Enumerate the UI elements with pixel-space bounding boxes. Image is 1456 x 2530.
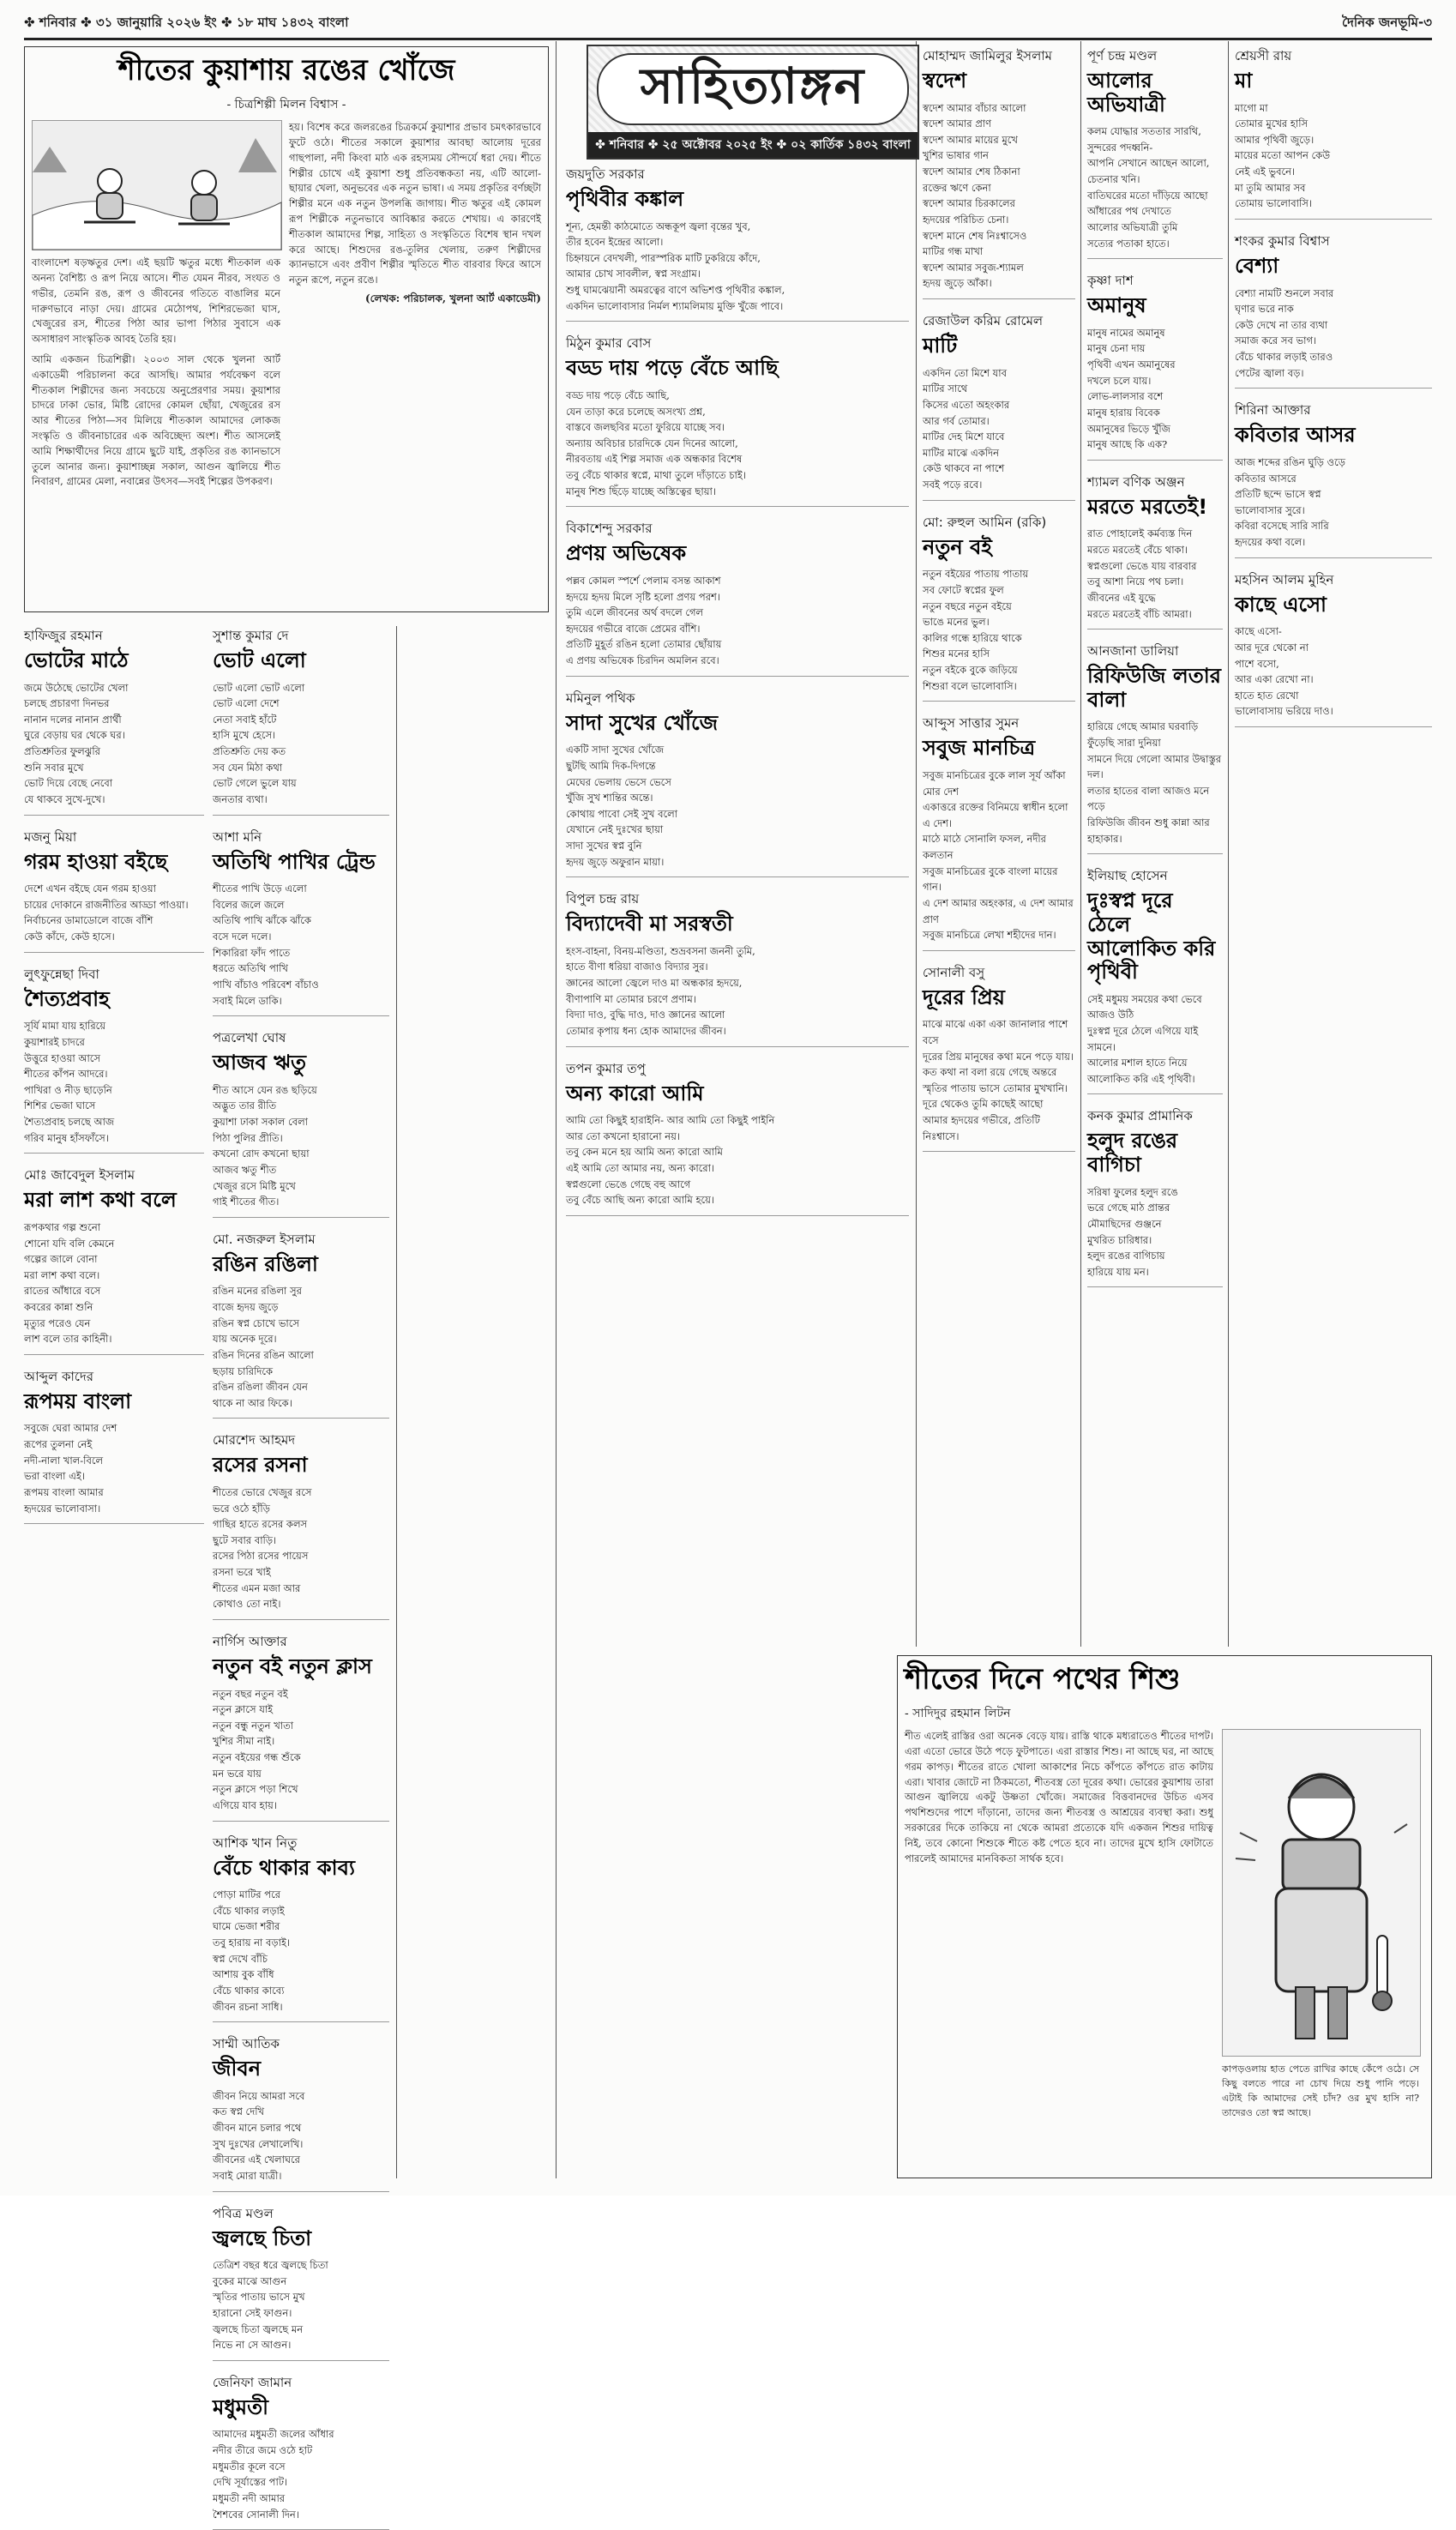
- poem-block: [213, 1431, 389, 1620]
- poem-block: [1087, 1106, 1223, 1287]
- poem-block: [213, 1632, 389, 1822]
- poem-author: শিরিনা আক্তার: [1235, 402, 1311, 419]
- poem-author: শংকর কুমার বিশ্বাস: [1235, 232, 1330, 249]
- poem-title: ভোটের মাঠে: [24, 648, 129, 672]
- poem-author: তপন কুমার তপু: [566, 1060, 646, 1076]
- poem-block: [213, 626, 389, 816]
- column-rule: [1080, 41, 1081, 1647]
- poem-title: দুঃস্বপ্ন দূরে ঠেলে আলোকিত করি পৃথিবী: [1087, 889, 1216, 985]
- poem-title: জীবন: [213, 2057, 262, 2081]
- poem-title: স্বদেশ: [923, 69, 967, 93]
- poem-title: প্রণয় অভিষেক: [566, 541, 687, 566]
- poem-author: মিঠুন কুমার বোস: [566, 335, 652, 352]
- column-4: [923, 46, 1075, 1641]
- street-child-article: [897, 1655, 1432, 2178]
- poem-author: মজনু মিয়া: [24, 828, 77, 845]
- poem-text: জমে উঠেছে ভোটের খেলা চলছে প্রচারণা দিনভর নানান দলের নানান প্রার্থী ঘুরে বেড়ায় ঘর থেকে ঘর। প্রতিশ্রুতির ফুলঝুরি শুনি সবার মুখে ভোট দিয়ে বেছে নেবো যে থাকবে সুখে-দুখে।: [24, 681, 129, 805]
- poem-block: [1235, 570, 1432, 727]
- poem-author: শ্যামল বণিক অঞ্জন: [1087, 473, 1185, 490]
- poem-author: আব্দুল কাদের: [24, 1368, 93, 1384]
- poem-author: লুৎফুন্নেছা দিবা: [24, 966, 99, 982]
- poem-text: শীতের ভোরে খেজুর রসে ভরে ওঠে হাঁড়ি গাছির হাতে রসের কলস ছুটে সবার বাড়ি। রসের পিঠা রসের পায়েস রসনা ভরে খাই শীতের এমন মজা আর কোথাও তো নাই।: [213, 1485, 312, 1611]
- poem-title: আলোর অভিযাত্রী: [1087, 69, 1165, 117]
- poem-text: শীত আসে যেন রঙ ছড়িয়ে অদ্ভুত তার রীতি কুয়াশা ঢাকা সকাল বেলা পিঠা পুলির প্রীতি। কখনো রোদ কখনো ছায়া আজব ঋতু শীত খেজুর রসে মিষ্টি মুখে গাই শীতের গীত।: [213, 1083, 317, 1208]
- poem-text: সবুজ মানচিত্রের বুকে লাল সূর্য আঁকা মোর দেশ একাত্তরে রক্তের বিনিময়ে স্বাধীন হলো এ দেশ। মাঠে মাঠে সোনালি ফসল, নদীর কলতান সবুজ মানচিত্রের বুকে বাংলা মায়ের গান। এ দেশ আমার অহংকার, এ দেশ আমার প্রাণ সবুজ মানচিত্রে লেখা শহীদের দান।: [923, 768, 1074, 942]
- poem-author: আশা মনি: [213, 828, 262, 845]
- poem-block: [923, 963, 1075, 1153]
- poem-text: একদিন তো মিশে যাব মাটির সাথে কিসের এতো অহংকার আর গর্ব তোমার। মাটির দেহ মিশে যাবে মাটির মাঝে একদিন কেউ থাকবে না পাশে সবই পড়ে রবে।: [923, 366, 1010, 491]
- poem-author: মোরশেদ আহমদ: [213, 1432, 296, 1449]
- poem-text: আমি তো কিছুই হারাইনি- আর আমি তো কিছুই পাইনি আর তো কখনো হারানো নয়। তবু কেন মনে হয় আমি অন্য কারো আমি এই আমি তো আমার নয়, অন্য কারো। স্বপ্নগুলো ভেঙে গেছে বহু আগে তবু বেঁচে আছি অন্য কারো আমি হয়ে।: [566, 1114, 775, 1207]
- feature-title: শীতের কুয়াশায় রঙের খোঁজে: [117, 53, 455, 87]
- column-3: [566, 165, 909, 2172]
- poem-title: মাটি: [923, 334, 958, 358]
- poem-title: বিদ্যাদেবী মা সরস্বতী: [566, 912, 733, 937]
- poem-author: পূর্ণ চন্দ্র মণ্ডল: [1087, 48, 1158, 63]
- poem-author: জেনিফা জামান: [213, 2374, 292, 2390]
- column-rule: [916, 41, 917, 1647]
- poem-block: [566, 519, 909, 676]
- poem-block: [213, 1028, 389, 1218]
- poem-text: মাঝে মাঝে একা একা জানালার পাশে বসে দূরের প্রিয় মানুষের কথা মনে পড়ে যায়। কত কথা না বলা রয়ে গেছে অন্তরে স্মৃতির পাতায় ভাসে তোমার মুখখানি। দূরে থেকেও তুমি কাছেই আছো আমার হৃদয়ের গভীরে, প্রতিটি নিঃশ্বাসে।: [923, 1018, 1074, 1142]
- poem-author: মোঃ জাবেদুল ইসলাম: [24, 1167, 135, 1184]
- poem-author: ইলিয়াছ হোসেন: [1087, 868, 1168, 884]
- poem-text: শূন্য, হেমন্তী কাঠমোতে অন্ধকূপ জ্বলা বৃন্তের খুব, তীর হবেন ইন্দ্রের আলো। চিহ্নায়নে বেদখলী, পারস্পরিক মাটি ঢুকরিয়ে কাঁদে, আমার চোখ সাবলীল, স্বপ্ন সংগ্রাম। শুধু ঘামঝেয়ানী অমরত্বের বাণে অভিশপ্ত পৃথিবীর কঙ্কাল, একদিন ভালোবাসার নির্মল শ্যামলিমায় মুক্তি খুঁজে পাবে।: [566, 220, 785, 312]
- poem-block: [24, 1166, 204, 1355]
- poem-author: মো: রুহুল আমিন (রকি): [923, 514, 1047, 530]
- poem-title: নতুন বই নতুন ক্লাস: [213, 1654, 372, 1678]
- poem-block: [1235, 232, 1432, 389]
- poem-block: [213, 1834, 389, 2023]
- child-article-byline: - সাদিদুর রহমান লিটন: [905, 1707, 1011, 1721]
- poem-title: অতিথি পাখির ট্রেন্ড: [213, 849, 376, 874]
- poem-title: সবুজ মানচিত্র: [923, 736, 1036, 761]
- poem-block: [566, 889, 909, 1046]
- poem-author: জয়দুতি সরকার: [566, 166, 645, 182]
- header-date: ✤ শনিবার ✤ ৩১ জানুয়ারি ২০২৬ ইং ✤ ১৮ মাঘ ১৪৩২ বাংলা: [24, 14, 349, 30]
- poem-title: কবিতার আসর: [1235, 423, 1356, 448]
- poem-block: [213, 1230, 389, 1419]
- poem-text: ভোট এলো ভোট এলো ভোট এলো দেশে নেতা সবাই হাঁটে হাসি মুখে হেসে। প্রতিশ্রুতি দেয় কত সব যেন মিঠা কথা ভোট গেলে ভুলে যায় জনতার ব্যথা।: [213, 681, 305, 805]
- poem-text: নতুন বইয়ের পাতায় পাতায় সব ফোটে স্বপ্নের ফুল নতুন বছরে নতুন বইয়ে ভাঙে মনের ভুল। কালির গন্ধে হারিয়ে থাকে শিশুর মনের হাসি নতুন বইকে বুকে জড়িয়ে শিশুরা বলে ভালোবাসি।: [923, 568, 1029, 692]
- feature-body: আমি একজন চিত্রশিল্পী। ২০০৩ সাল থেকে খুলনা আর্ট একাডেমী পরিচালনা করে আসছি। আমার পর্যবেক্ষণ বলে শীতকাল শিল্পীদের জন্য সবচেয়ে অনুপ্রেরণার সময়। কুয়াশার চাদরে ঢাকা ভোর, মিষ্টি রোদের কোমল ছোঁয়া, খেজুরের রস আর শীতের পিঠা—সব মিলিয়ে শীতকাল আমাদের লোকজ সংস্কৃতি ও জীবনাচারের এক অবিচ্ছেদ্য অংশ। শীত আসলেই আমি শিক্ষার্থীদের নিয়ে গ্রামে ছুটে যাই, প্রকৃতির রঙ ক্যানভাসে তুলে আনার জন্য। কুয়াশাচ্ছন্ন সকাল, আগুন জ্বালিয়ে শীত নিবারণ, গ্রামের মেলা, নবান্নের উৎসব—সবই শিল্পের উপকরণ।: [32, 352, 280, 488]
- poem-title: রঙিন রঙিলা: [213, 1251, 318, 1276]
- poem-block: [1087, 46, 1223, 259]
- feature-byline: - চিত্রশিল্পী মিলন বিশ্বাস -: [226, 98, 346, 112]
- poem-text: বেশ্যা নামটি শুনলে সবার ঘৃণার ভরে নাক কেউ দেখে না তার ব্যথা সমাজ করে সব ভাগ। বেঁচে থাকার লড়াই তারও পেটের জ্বালা বড়।: [1235, 286, 1334, 379]
- column-5: [1087, 46, 1223, 1641]
- poem-text: সূর্যি মামা যায় হারিয়ে কুয়াশারই চাদরে উত্তুরে হাওয়া আসে শীতের কাঁপন আদরে। পাখিরা ও নীড় ছাড়েনি শিশির ভেজা ঘাসে শৈত্যপ্রবাহ চলছে আজ গরিব মানুষ হাঁসফাঁসে।: [24, 1020, 115, 1144]
- poem-block: [24, 828, 204, 953]
- column-rule: [396, 626, 397, 2178]
- poem-title: বড্ড দায় পড়ে বেঁচে আছি: [566, 356, 779, 381]
- poem-author: মো. নজরুল ইসলাম: [213, 1231, 316, 1247]
- poem-author: কৃষ্ণা দাশ: [1087, 273, 1134, 289]
- section-masthead: [587, 45, 919, 160]
- poem-block: [213, 2373, 389, 2530]
- poem-title: নতুন বই: [923, 534, 992, 559]
- poem-block: [566, 689, 909, 878]
- poem-title: জ্বলছে চিতা: [213, 2226, 312, 2250]
- poem-title: অমানুষ: [1087, 293, 1146, 318]
- poem-block: [1087, 866, 1223, 1094]
- poem-block: [213, 828, 389, 1017]
- poem-title: মরা লাশ কথা বলে: [24, 1188, 177, 1213]
- poem-block: [213, 2204, 389, 2361]
- poem-block: [24, 626, 204, 816]
- section-dateline: ✤ শনিবার ✤ ২৫ অক্টোবর ২০২৫ ইং ✤ ০২ কার্তিক ১৪৩২ বাংলা: [588, 132, 918, 158]
- poem-text: জীবন নিয়ে আমরা সবে কত স্বপ্ন দেখি জীবন মানে চলার পথে সুখ দুঃখের লেখালেখি। জীবনের এই খেলাঘরে সবাই মোরা যাত্রী।: [213, 2089, 305, 2182]
- poem-title: ভোট এলো: [213, 648, 306, 672]
- poem-title: পৃথিবীর কঙ্কাল: [566, 187, 684, 211]
- poem-text: সরিষা ফুলের হলুদ রঙে ভরে গেছে মাঠ প্রান্তর মৌমাছিদের গুঞ্জনে মুখরিত চারিধার। হলুদ রঙের বাগিচায় হারিয়ে যায় মন।: [1087, 1185, 1178, 1278]
- poem-block: [24, 1367, 204, 1524]
- poem-text: পোড়া মাটির পরে বেঁচে থাকার লড়াই ঘামে ভেজা শরীর তবু হারায় না বড়াই। স্বপ্ন দেখে বাঁচি আশায় বুক বাঁধি বেঁচে থাকার কাব্যে জীবন রচনা সাধি।: [213, 1888, 291, 2013]
- poem-author: সাম্মী আতিক: [213, 2036, 280, 2052]
- poem-title: মরতে মরতেই!: [1087, 494, 1208, 519]
- poem-block: [24, 965, 204, 1154]
- poem-title: শৈত্যপ্রবাহ: [24, 986, 110, 1011]
- poem-author: আব্দুস সাত্তার সুমন: [923, 715, 1020, 732]
- child-article-title: শীতের দিনে পথের শিশু: [905, 1662, 1181, 1696]
- poem-author: বিকাশেন্দু সরকার: [566, 521, 653, 537]
- poem-title: গরম হাওয়া বইছে: [24, 849, 168, 874]
- poem-title: সাদা সুখের খোঁজে: [566, 710, 719, 735]
- poem-author: পত্রলেখা ঘোষ: [213, 1030, 286, 1046]
- poem-block: [923, 311, 1075, 501]
- column-rule: [1228, 41, 1229, 1647]
- poem-title: আজব ঋতু: [213, 1051, 307, 1075]
- poem-author: বিপুল চন্দ্র রায়: [566, 891, 640, 907]
- poem-block: [213, 2034, 389, 2191]
- poem-title: মধুমতী: [213, 2394, 268, 2419]
- shivering-child-illustration: [1222, 1729, 1421, 2057]
- poem-author: আনজানা ডালিয়া: [1087, 643, 1179, 660]
- poem-author: রেজাউল করিম রোমেল: [923, 313, 1044, 329]
- page-header: [24, 9, 1432, 40]
- poem-block: [566, 165, 909, 322]
- poem-title: কাছে এসো: [1235, 592, 1327, 617]
- feature-credit: (লেখক: পরিচালক, খুলনা আর্ট একাডেমী): [365, 292, 541, 305]
- poem-block: [1087, 473, 1223, 629]
- poem-author: মোহাম্মদ জামিলুর ইসলাম: [923, 48, 1052, 63]
- feature-lead: বাংলাদেশ ষড়ঋতুর দেশ। এই ছয়টি ঋতুর মধ্যে শীতকাল এক অনন্য বৈশিষ্ট্য ও রূপ নিয়ে আসে। শীত যেমন নীরব, সংযত ও গভীর, তেমনি রঙ, রূপ ও জীবনের গতিতে বাঙালির মনে দারুণভাবে নাড়া দেয়। গ্রামের মেঠোপথ, শিশিরভেজা ঘাস, খেজুরের রস, শীতের পিঠা আর ভাপা পিঠার সুবাসে এক অসাধারণ সাংস্কৃতিক আবহ তৈরি হয়।: [32, 256, 280, 346]
- poem-text: দেশে এখন বইছে যেন গরম হাওয়া চায়ের দোকানে রাজনীতির আড্ডা পাওয়া। নির্বাচনের ডামাডোলে বাজে বাঁশি কেউ কাঁদে, কেউ হাসে।: [24, 882, 189, 943]
- poem-text: কলম যোদ্ধার সততার সারথি, সুন্দরের পদধ্বনি- আপনি সেখানে আছেন আলো, চেতনার খনি। বাতিঘরের মতো দাঁড়িয়ে আছো আঁধারের পথ দেখাতে আলোর অভিযাত্রী তুমি সত্যের পতাকা হাতে।: [1087, 125, 1210, 250]
- poem-text: রাত পোহালেই কর্মব্যস্ত দিন মরতে মরতেই বেঁচে থাকা। স্বপ্নগুলো ভেঙে যায় বারবার তবু আশা নিয়ে পথ চলা। জীবনের এই যুদ্ধে মরতে মরতেই বাঁচি আমরা।: [1087, 527, 1197, 620]
- section-logo: সাহিত্যাঙ্গন: [597, 53, 909, 125]
- poem-text: শীতের পাখি উড়ে এলো বিলের জলে জলে অতিথি পাখি ঝাঁকে ঝাঁকে বসে দলে দলে। শিকারিরা ফাঁদ পাতে ধরতে অতিথি পাখি পাখি বাঁচাও পরিবেশ বাঁচাও সবাই মিলে ডাকি।: [213, 882, 319, 1007]
- poem-text: হারিয়ে গেছে আমার ঘরবাড়ি ফুঁড়েছি সারা দুনিয়া সামনে দিয়ে গেলো আমার উদ্বাস্তুর দল। লতার হাতের বালা আজও মনে পড়ে রিফিউজি জীবন শুধু কান্না আর হাহাকার।: [1087, 720, 1222, 845]
- poem-author: শ্রেয়সী রায়: [1235, 48, 1292, 63]
- feature-body-continued: হয়। বিশেষ করে জলরঙের চিত্রকর্মে কুয়াশার প্রভাব চমৎকারভাবে ফুটে ওঠে। শীতের সকালে কুয়াশার আবছা আলোয় দূরের গাছপালা, নদী কিংবা মাঠ এক রহস্যময় সৌন্দর্যে ধরা দেয়। শীতে শিল্পীর চোখে এই কুয়াশা শুধু প্রতিবন্ধকতা নয়, এটি আলো-ছায়ার খেলা, অনুভবের এক নতুন ভাষা। এ সময় প্রকৃতির বর্ণচ্ছটা শিল্পীর মনে এক নতুন উপলব্ধি জাগায়। শীত ঋতুর এই কোমল রূপ শিল্পীকে নতুনভাবে আবিষ্কার করতে শেখায়। এ কারণেই শীতকাল আমাদের শিল্প, সাহিত্য ও সংস্কৃতিতে বিশেষ স্থান দখল করে আছে। শিশুদের রঙ-তুলির খেলায়, তরুণ শিল্পীদের ক্যানভাসে এবং প্রবীণ শিল্পীর স্মৃতিতে শীত বারবার ফিরে আসে নতুন রূপে, নতুন রঙে।: [289, 121, 541, 286]
- poem-title: অন্য কারো আমি: [566, 1081, 704, 1105]
- poem-title: হলুদ রঙের বাগিচা: [1087, 1129, 1178, 1178]
- column-1: [24, 626, 204, 2170]
- poem-text: হংস-বাহনা, বিনয়-মণ্ডিতা, শুভ্রবসনা জননী তুমি, হাতে বীণা ধরিয়া বাজাও বিদ্যার সুর। জ্ঞানের আলো জ্বেলে দাও মা অন্ধকার হৃদয়ে, বীণাপাণি মা তোমার চরণে প্রণাম। বিদ্যা দাও, বুদ্ধি দাও, দাও জ্ঞানের আলো তোমার কৃপায় ধন্য হোক আমাদের জীবন।: [566, 944, 755, 1037]
- poem-title: দূরের প্রিয়: [923, 985, 1005, 1009]
- column-rule: [556, 41, 557, 2178]
- poem-text: মাগো মা তোমার মুখের হাসি আমার পৃথিবী জুড়ে। মায়ের মতো আপন কেউ নেই এই ভুবনে। মা তুমি আমার সব তোমায় ভালোবাসি।: [1235, 101, 1331, 210]
- column-6: [1235, 46, 1432, 1641]
- winter-sledding-illustration: [32, 120, 282, 250]
- poem-author: আশিক খান নিতু: [213, 1834, 298, 1851]
- poem-title: রূপময় বাংলা: [24, 1388, 132, 1413]
- poem-block: [1087, 642, 1223, 854]
- poem-author: হাফিজুর রহমান: [24, 628, 103, 643]
- poem-author: সুশান্ত কুমার দে: [213, 628, 289, 643]
- poem-title: মা: [1235, 69, 1253, 93]
- poem-text: বড্ড দায় পড়ে বেঁচে আছি, যেন তাড়া করে চলেছে অসংখ্য প্রশ্ন, বাস্তবে জলছবির মতো ফুরিয়ে যাচ্ছে সব। অন্যায় অবিচার চারদিকে যেন দিনের আলো, নীরবতায় এই শিল্প সমাজ এক অন্ধকার বিশেষ তবু বেঁচে থাকার স্বপ্নে, মাথা তুলে দাঁড়াতে চাই। মানুষ শিশু ছিঁড়ে যাচ্ছে অস্তিত্বের ছায়া।: [566, 389, 746, 497]
- illustration-caption: কাপড়ওলায় হাত পেতে রাখির কাছে কেঁপে ওঠে। সে কিছু বলতে পারে না চোখ দিয়ে শুধু পানি পড়ে। এটাই কি আমাদের সেই চাঁদ? ওর মুখ হাসি না? তাদেরও তো স্বপ্ন আছে।: [1222, 2063, 1419, 2119]
- poem-text: সবুজে ঘেরা আমার দেশ রূপের তুলনা নেই নদী-নালা খাল-বিলে ভরা বাংলা এই। রূপময় বাংলা আমার হৃদয়ের ভালোবাসা।: [24, 1422, 117, 1515]
- poem-text: পল্লব কোমল স্পর্শে পেলাম বসন্ত আকাশ হৃদয়ে হৃদয় মিলে সৃষ্টি হলো প্রণয় পরশ। তুমি এলে জীবনের অর্থ বদলে গেল হৃদয়ের গভীরে বাজে প্রেমের বাঁশি। প্রতিটি মুহূর্ত রঙিন হলো তোমার ছোঁয়ায় এ প্রণয় অভিষেক চিরদিন অমলিন রবে।: [566, 574, 722, 667]
- poem-author: সোনালী বসু: [923, 964, 985, 980]
- poem-text: রূপকথার গল্প শুনো শোনো যদি বলি কেমনে গল্পের জালে বোনা মরা লাশ কথা বলে। রাতের আঁধারে বসে কবরের কান্না শুনি মৃত্যুর পরেও যেন লাশ বলে তার কাহিনী।: [24, 1220, 115, 1346]
- column-2: [213, 626, 389, 2521]
- poem-text: নতুন বছর নতুন বই নতুন ক্লাসে যাই নতুন বন্ধু নতুন খাতা খুশির সীমা নাই। নতুন বইয়ের গন্ধ শুঁকে মন ভরে যায় নতুন ক্লাসে পড়া শিখে এগিয়ে যাব হায়।: [213, 1687, 301, 1811]
- poem-author: কনক কুমার প্রামানিক: [1087, 1108, 1193, 1124]
- poem-block: [1235, 401, 1432, 557]
- poem-title: রসের রসনা: [213, 1453, 308, 1478]
- poem-text: সেই মধুময় সময়ের কথা ভেবে আজও উঠি দুঃস্বপ্ন দূরে ঠেলে এগিয়ে যাই সামনে। আলোর মশাল হাতে নিয়ে আলোকিত করি এই পৃথিবী।: [1087, 992, 1202, 1085]
- poem-text: রঙিন মনের রঙিলা সুর বাজে হৃদয় জুড়ে রঙিন স্বপ্ন চোখে ভাসে যায় অনেক দূরে। রঙিন দিনের রঙিন আলো ছড়ায় চারিদিকে রঙিন রঙিলা জীবন যেন থাকে না আর ফিকে।: [213, 1285, 314, 1409]
- poem-block: [566, 1059, 909, 1216]
- poem-text: তেত্রিশ বছর ধরে জ্বলছে চিতা বুকের মাঝে আগুন স্মৃতির পাতায় ভাসে মুখ হারানো সেই ফাগুন। জ্বলছে চিতা জ্বলছে মন নিভে না সে আগুন।: [213, 2259, 328, 2352]
- poem-block: [1087, 271, 1223, 461]
- poem-title: বেশ্যা: [1235, 253, 1279, 278]
- poem-text: আমাদের মধুমতী জলের আঁধার নদীর তীরে জমে ওঠে হাট মধুমতীর কূলে বসে দেখি সূর্যাস্তের পাট। মধুমতী নদী আমার শৈশবের সোনালী দিন।: [213, 2428, 334, 2521]
- poem-author: পবিত্র মণ্ডল: [213, 2205, 274, 2221]
- child-article-body: শীত এলেই রাস্তির ওরা অনেক বেড়ে যায়। রাস্তি থাকে মধ্যরাতেও শীতের দাপট। এরা এতো ভোরে উঠে পড়ে ফুটপাতে। এরা রাস্তার শিশু। না আছে ঘর, না আছে গরম কাপড়। শীতের রাতে খোলা আকাশের নিচে কাঁপতে কাঁপতে রাত কাটায় এরা। খাবার জোটে না ঠিকমতো, শীতবস্ত্র তো দূরের কথা। ভোরের কুয়াশায় তারা আগুন জ্বালিয়ে একটু উষ্ণতা খোঁজে। সমাজের বিত্তবানদের উচিত এসব পথশিশুদের পাশে দাঁড়ানো, তাদের জন্য শীতবস্ত্র ও আশ্রয়ের ব্যবস্থা করা। শুধু সরকারের দিকে তাকিয়ে না থেকে আমরা প্রত্যেকে যদি একজন শিশুর দায়িত্ব নিই, তবে কোনো শিশুকে শীতে কষ্ট পেতে হবে না। তাদের মুখে হাসি ফোটাতে পারলেই আমাদের মানবিকতা সার্থক হবে।: [905, 1730, 1213, 1864]
- feature-article: [24, 46, 549, 612]
- poem-title: রিফিউজি লতার বালা: [1087, 664, 1221, 712]
- header-page-label: দৈনিক জনভূমি-৩: [1341, 14, 1432, 30]
- poem-author: মহসিন আলম মুহিন: [1235, 571, 1334, 587]
- poem-author: নার্গিস আক্তার: [213, 1633, 287, 1649]
- poem-text: আজ শব্দের রঙিন ঘুড়ি ওড়ে কবিতার আসরে প্রতিটি ছন্দে ভাসে স্বপ্ন ভালোবাসার সুরে। কবিরা বসেছে সারি সারি হৃদয়ের কথা বলে।: [1235, 455, 1345, 549]
- poem-block: [923, 714, 1075, 950]
- poem-text: একটি সাদা সুখের খোঁজে ছুটছি আমি দিক-দিগন্তে মেঘের ভেলায় ভেসে ভেসে খুঁজি সুখ শান্তির অন্তে। কোথায় পাবো সেই সুখ বলো যেখানে নেই দুঃখের ছায়া সাদা সুখের স্বপ্ন বুনি হৃদয় জুড়ে অফুরান মায়া।: [566, 744, 678, 868]
- poem-block: [566, 334, 909, 507]
- poem-text: স্বদেশ আমার বাঁচার আলো স্বদেশ আমার প্রাণ স্বদেশ আমার মায়ের মুখে খুশির ভাষার গান স্বদেশ আমার শেষ ঠিকানা রক্তের ঋণে কেনা স্বদেশ আমার চিরকালের হৃদয়ের পরিচিত চেনা। স্বদেশ মানে শেষ নিঃশ্বাসেও মাটির গন্ধ মাখা স্বদেশ আমার সবুজ-শ্যামল হৃদয় জুড়ে আঁকা।: [923, 101, 1027, 290]
- poem-block: [923, 513, 1075, 702]
- poem-author: মমিনুল পথিক: [566, 690, 635, 706]
- poem-title: বেঁচে থাকার কাব্য: [213, 1855, 355, 1880]
- poem-text: কাছে এসো- আর দূরে থেকো না পাশে বসো, আর একা রেখো না। হাতে হাত রেখো ভালোবাসায় ভরিয়ে দাও।: [1235, 625, 1333, 718]
- poem-block: [923, 46, 1075, 299]
- poem-text: মানুষ নামের অমানুষ মানুষ চেনা দায় পৃথিবী এখন অমানুষের দখলে চলে যায়। লোভ-লালসার বশে মানুষ হারায় বিবেক অমানুষের ভিড়ে খুঁজি মানুষ আছে কি এক?: [1087, 326, 1176, 451]
- poem-block: [1235, 46, 1432, 220]
